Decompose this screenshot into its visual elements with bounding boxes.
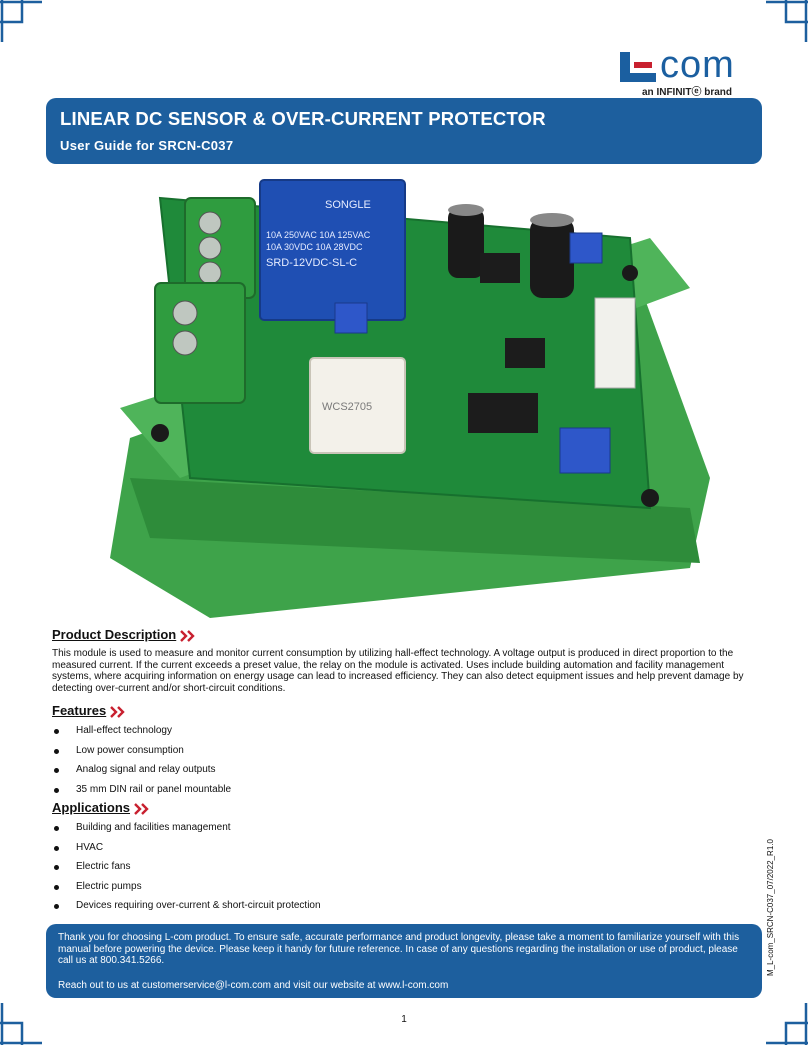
features-list: [52, 721, 231, 799]
page-number: 1: [401, 1014, 407, 1025]
features-heading: [52, 703, 126, 718]
lcom-logo: [612, 44, 762, 98]
list-item: Low power consumption: [52, 741, 231, 761]
relay-brand-label: SONGLE: [325, 199, 371, 211]
product-description-heading-text: Product Description: [52, 627, 177, 642]
logo-tagline: an INFINITⓔ brand: [642, 87, 732, 98]
applications-heading-text: Applications: [52, 800, 131, 815]
product-photo: [90, 178, 720, 618]
list-item: Building and facilities management: [52, 818, 321, 838]
relay-model-label: SRD-12VDC-SL-C: [266, 257, 358, 269]
relay-rating-label-1: 10A 250VAC 10A 125VAC: [266, 230, 371, 240]
applications-heading: [52, 800, 150, 815]
features-heading-text: Features: [52, 703, 107, 718]
product-description-text: This module is used to measure and monitor current consumption by utilizing hall-effect technology. A voltage output is produced in direct proportion to the measured current. If the current exceeds a preset value, the relay on the module is activated. Uses include building automation and facility management systems, where acquiring information on energy usage can lead to increased efficiency. They can also detect equipment issues and help prevent damage by detecting over-current and/or short-circuit conditions.: [52, 648, 744, 694]
corner-bracket-top-left: [0, 0, 44, 44]
list-item: 35 mm DIN rail or panel mountable: [52, 780, 231, 800]
list-item: Electric pumps: [52, 877, 321, 897]
logo-wordmark: com: [660, 44, 735, 86]
corner-bracket-top-right: [764, 0, 808, 44]
list-item: Electric fans: [52, 857, 321, 877]
page-subtitle: User Guide for SRCN-C037: [60, 138, 234, 153]
double-chevron-icon: [134, 803, 150, 815]
relay-rating-label-2: 10A 30VDC 10A 28VDC: [266, 242, 363, 252]
list-item: Devices requiring over-current & short-circuit protection: [52, 896, 321, 916]
footer-banner: [46, 924, 762, 998]
applications-list: [52, 818, 321, 916]
product-description-heading: [52, 627, 196, 642]
title-banner: [46, 98, 762, 164]
page-title: LINEAR DC SENSOR & OVER-CURRENT PROTECTOR: [60, 108, 546, 129]
lcom-logo-mark-icon: [618, 52, 658, 82]
footer-thank-you-text: Thank you for choosing L-com product. To ensure safe, accurate performance and product longevity, please take a moment to familiarize yourself with this manual before powering the device. Please keep it handy for future reference. In case of any questions regarding the installation or use of product, please call us at 800.341.5266.: [58, 932, 740, 966]
sensor-chip-label: WCS2705: [322, 401, 373, 413]
list-item: HVAC: [52, 838, 321, 858]
list-item: Analog signal and relay outputs: [52, 760, 231, 780]
list-item: Hall-effect technology: [52, 721, 231, 741]
double-chevron-icon: [180, 630, 196, 642]
document-code: M_L-com_SRCN-C037_07/2022_R1.0: [766, 839, 775, 976]
footer-contact-text: Reach out to us at customerservice@l-com.com and visit our website at www.l-com.com: [58, 980, 449, 991]
double-chevron-icon: [110, 706, 126, 718]
